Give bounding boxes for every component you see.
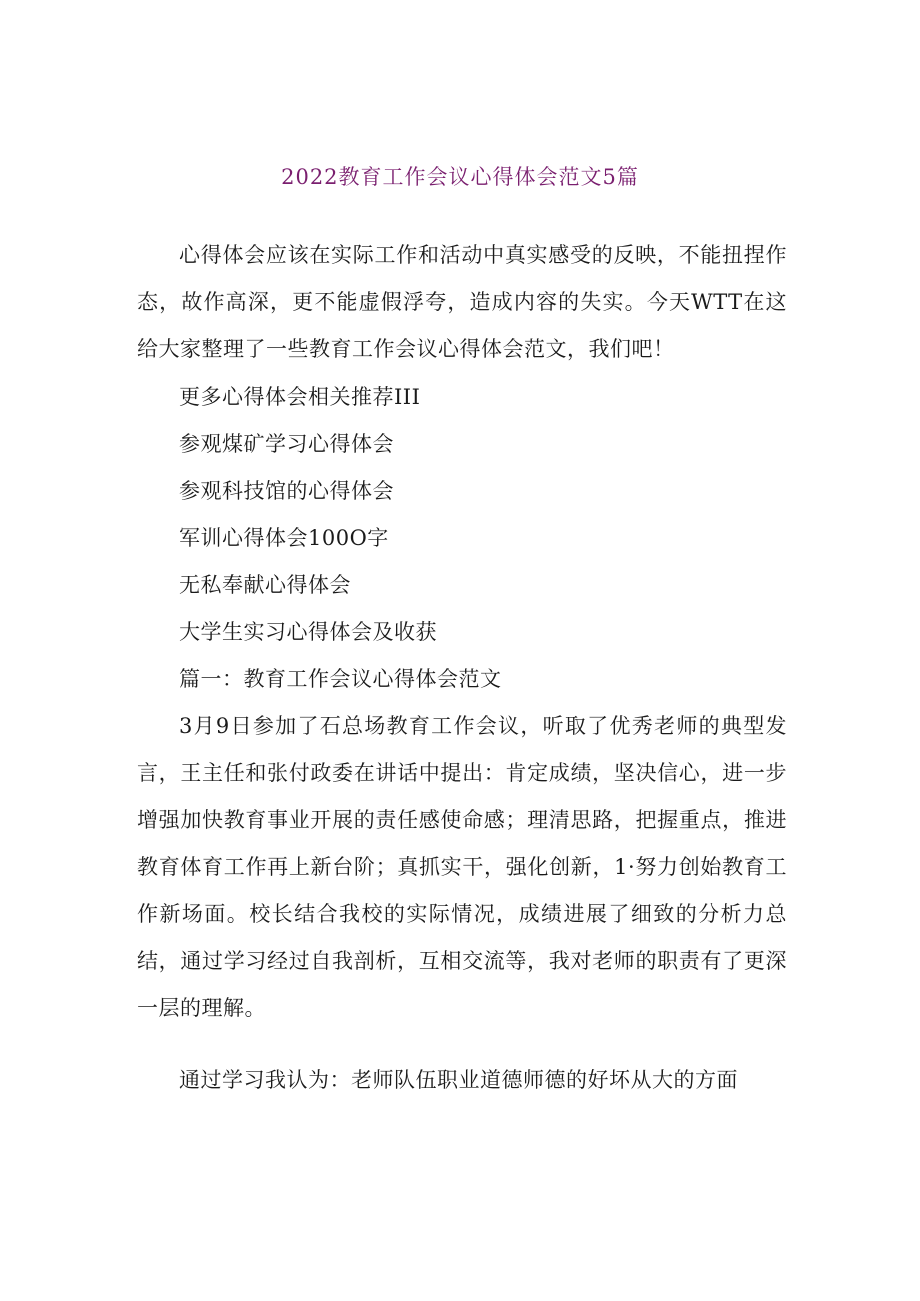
list-item: 大学生实习心得体会及收获: [179, 620, 437, 644]
body-paragraph-1: 3月9日参加了石总场教育工作会议，听取了优秀老师的典型发言，王主任和张付政委在讲话中提出：肯定成绩，坚决信心，进一步增强加快教育事业开展的责任感使命感；理清思路，把握重点，推进教育体育工作再上新台阶；真抓实干，强化创新，1·努力创始教育工作新场面。校长结合我校的实际情况，成绩进展了细致的分析力总结，通过学习经过自我剖析，互相交流等，我对老师的职责有了更深一层的理解。: [137, 714, 787, 1020]
body-paragraph-2: 通过学习我认为：老师队伍职业道德师德的好坏从大的方面: [179, 1068, 738, 1092]
section-heading: 篇一：教育工作会议心得体会范文: [179, 667, 502, 691]
list-item: 更多心得体会相关推荐III: [179, 385, 421, 409]
list-item: 无私奉献心得体会: [179, 573, 351, 597]
list-item: 参观科技馆的心得体会: [179, 479, 394, 503]
list-item: 参观煤矿学习心得体会: [179, 432, 394, 456]
document-title: 2022教育工作会议心得体会范文5篇: [281, 165, 639, 189]
list-item: 军训心得体会100O字: [179, 526, 389, 550]
intro-paragraph: 心得体会应该在实际工作和活动中真实感受的反映，不能扭捏作态，故作高深，更不能虚假浮夸，造成内容的失实。今天WTT在这给大家整理了一些教育工作会议心得体会范文，我们吧！: [137, 243, 787, 361]
recommendation-list: [179, 374, 789, 703]
